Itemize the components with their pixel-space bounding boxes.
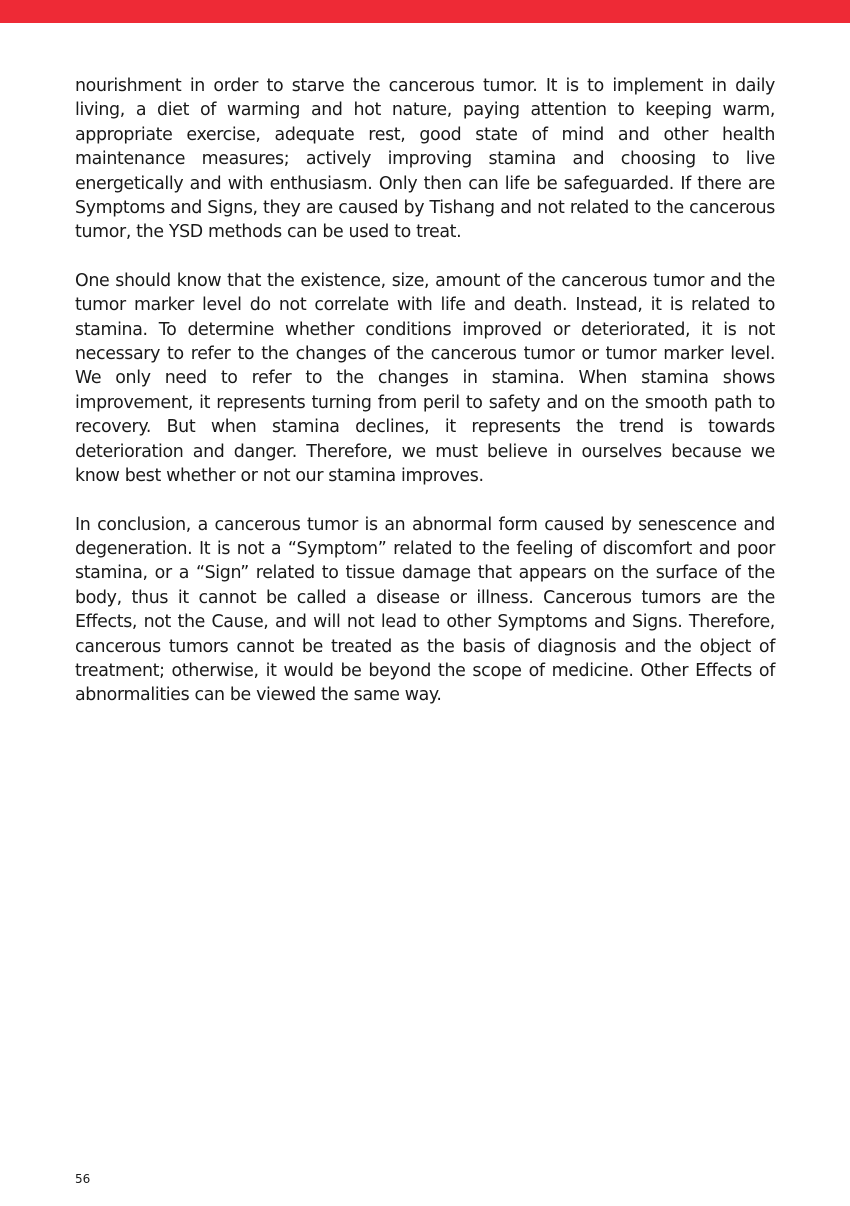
page-body <box>75 74 775 732</box>
top-accent-bar <box>0 0 850 23</box>
paragraph-1: nourishment in order to starve the cancerous tumor. It is to implement in daily living, a diet of warming and hot nature, paying attention to keeping warm, appropriate exercise, adequate rest, good state of mind and other health maintenance measures; actively improving stamina and choosing to live energetically and with enthusiasm. Only then can life be safeguarded. If there are Symptoms and Signs, they are caused by Tishang and not related to the cancerous tumor, the YSD methods can be used to treat. <box>75 76 775 243</box>
page-number: 56 <box>75 1172 91 1186</box>
paragraph-3: In conclusion, a cancerous tumor is an abnormal form caused by senescence and degeneration. It is not a “Symptom” related to the feeling of discomfort and poor stamina, or a “Sign” related to tissue damage that appears on the surface of the body, thus it cannot be called a disease or illness. Cancerous tumors are the Effects, not the Cause, and will not lead to other Symptoms and Signs. Therefore, cancerous tumors cannot be treated as the basis of diagnosis and the object of treatment; otherwise, it would be beyond the scope of medicine. Other Effects of abnormalities can be viewed the same way. <box>75 514 775 706</box>
paragraph-2: One should know that the existence, size, amount of the cancerous tumor and the tumor marker level do not correlate with life and death. Instead, it is related to stamina. To determine whether conditions improved or deteriorated, it is not necessary to refer to the changes of the cancerous tumor or tumor marker level. We only need to refer to the changes in stamina. When stamina shows improvement, it represents turning from peril to safety and on the smooth path to recovery. But when stamina declines, it represents the trend is towards deterioration and danger. Therefore, we must believe in ourselves because we know best whether or not our stamina improves. <box>75 270 775 487</box>
